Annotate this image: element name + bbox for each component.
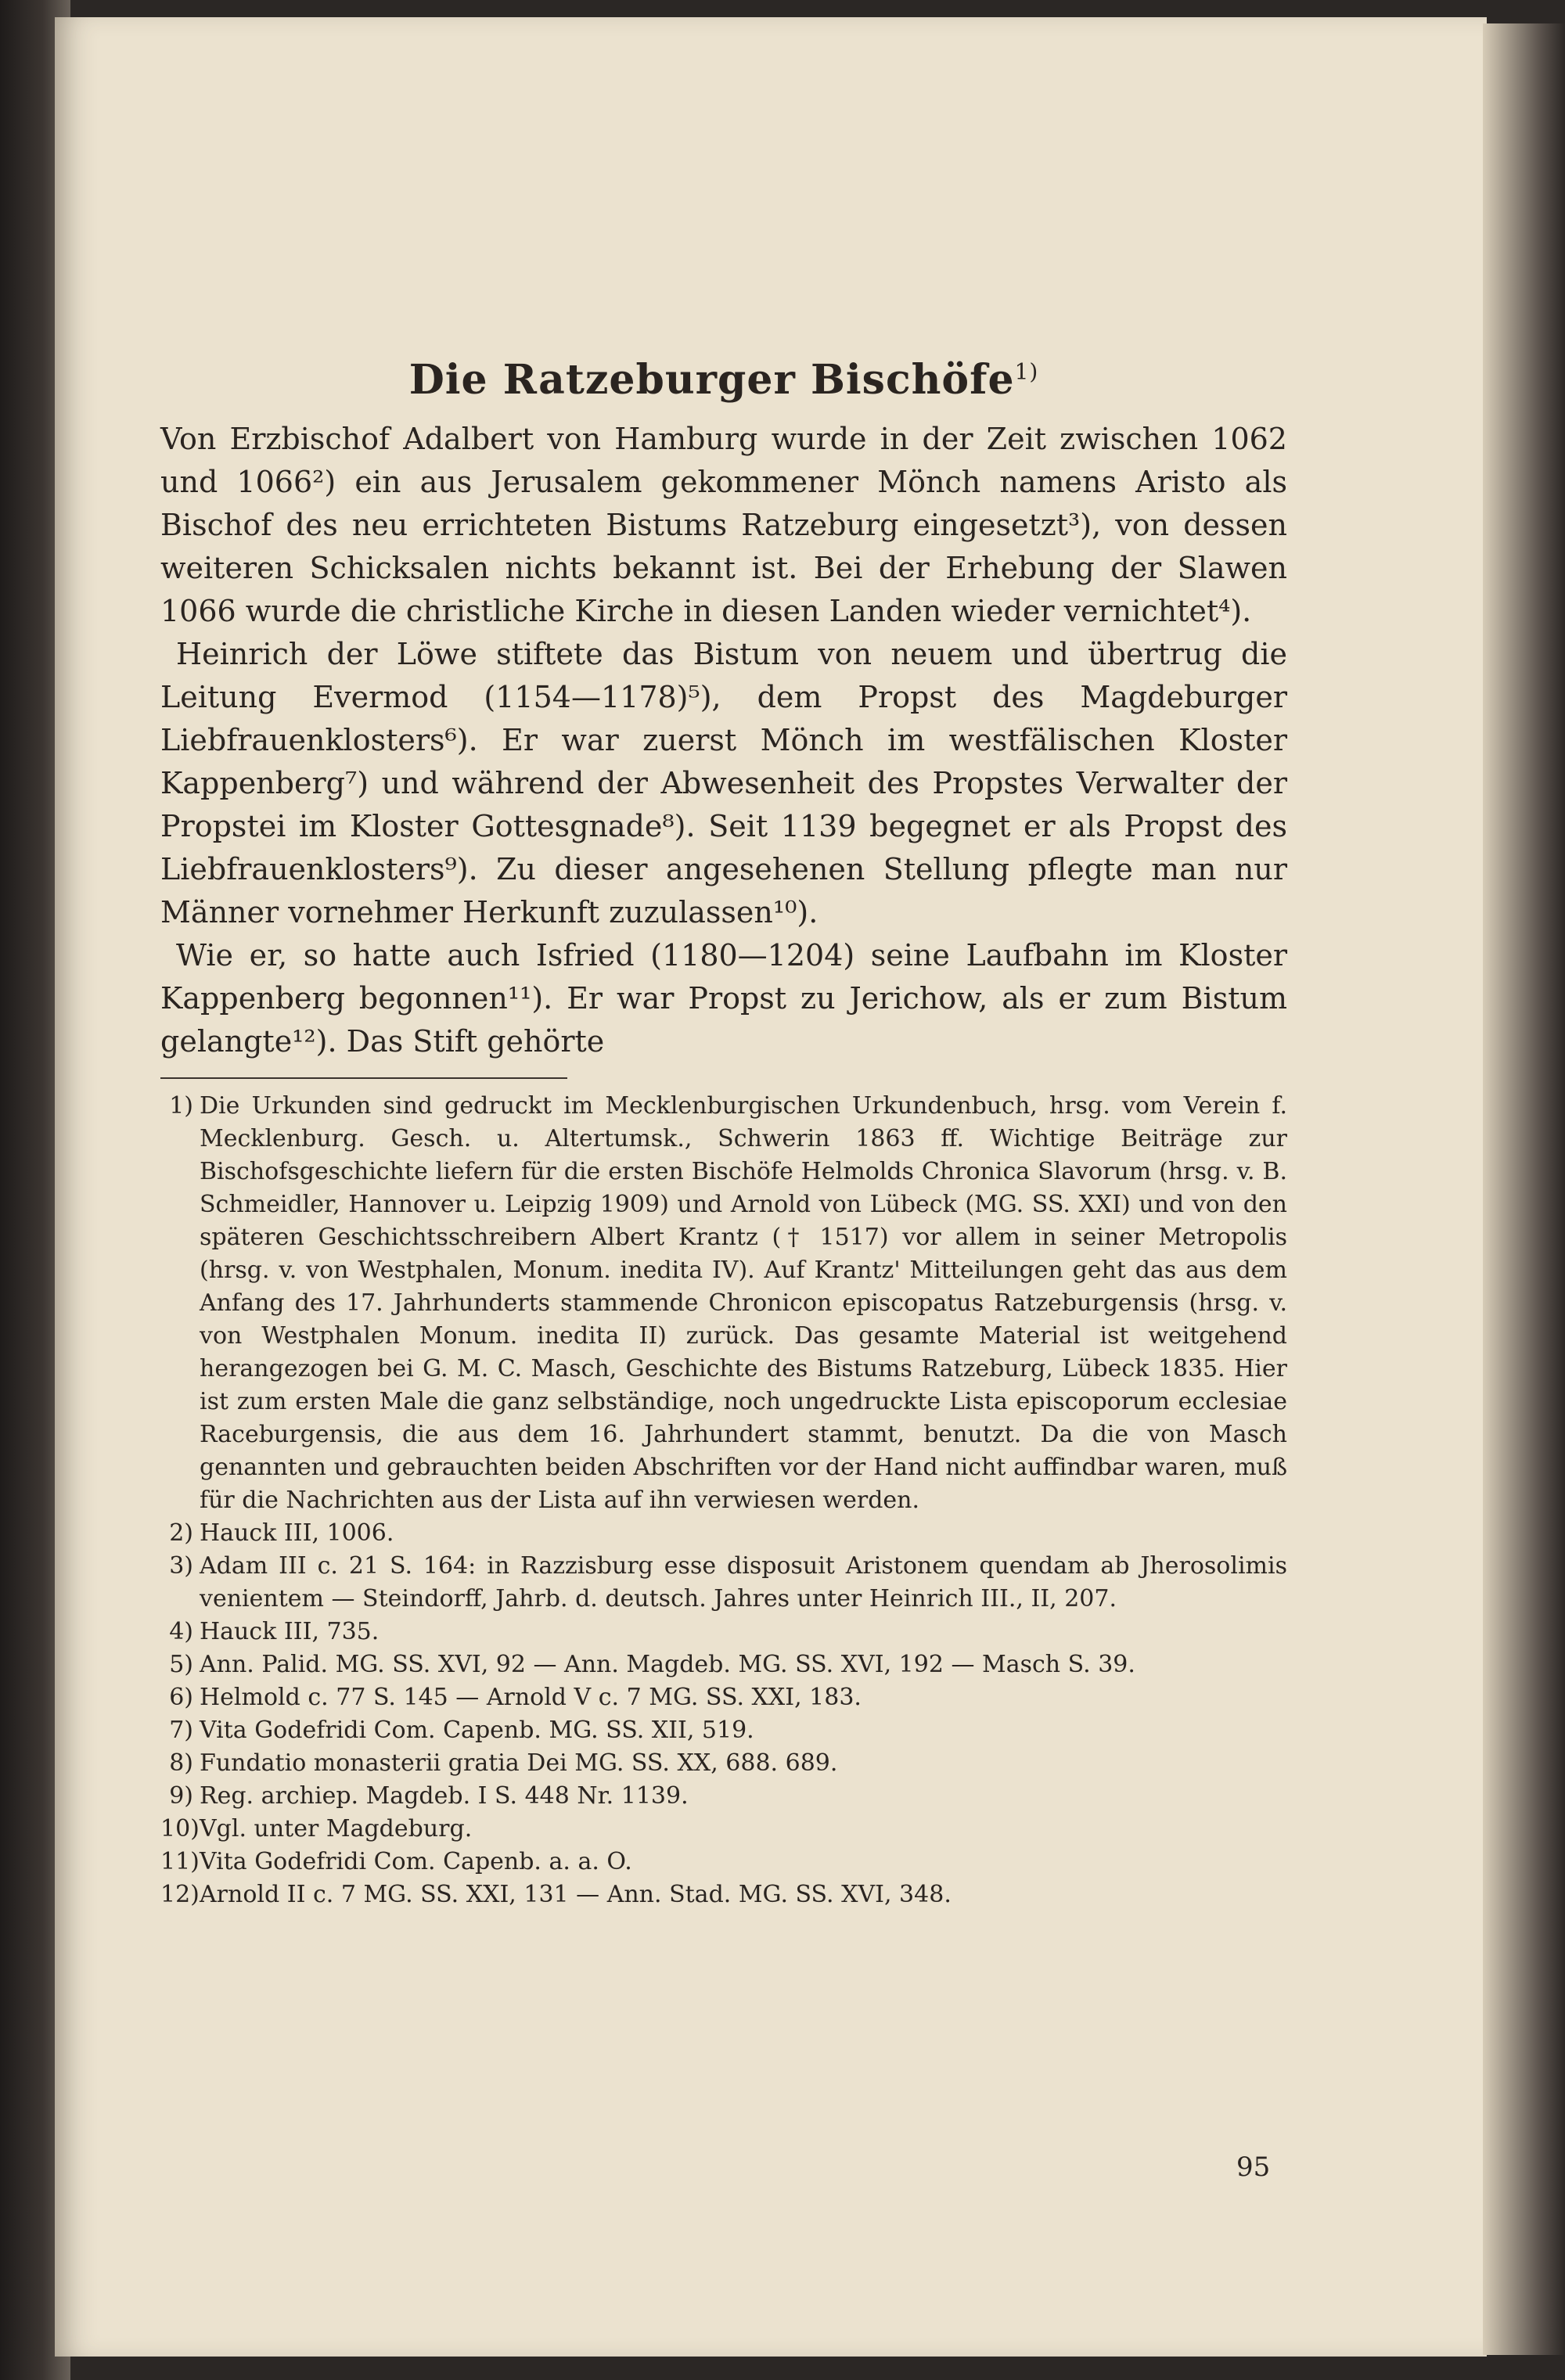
page-edge bbox=[1483, 23, 1565, 2355]
footnote: 1) Die Urkunden sind gedruckt im Mecklenburgischen Urkundenbuch, hrsg. vom Verein f. Mecklenburg. Gesch. u. Altertumsk., Schwerin 1863 ff. Wichtige Beiträge zur Bischofsgeschichte liefern für die ersten Bischöfe Helmolds Chronica Slavorum (hrsg. v. B. Schmeidler, Hannover u. Leipzig 1909) und Arnold von Lübeck (MG. SS. XXI) und von den späteren Geschichtsschreibern Albert Krantz († 1517) vor allem in seiner Metropolis (hrsg. v. von Westphalen, Monum. inedita IV). Auf Krantz' Mitteilungen geht das aus dem Anfang des 17. Jahrhunderts stammende Chronicon episcopatus Ratzeburgensis (hrsg. v. von Westphalen Monum. inedita II) zurück. Das gesamte Material ist weitgehend herangezogen bei G. M. C. Masch, Geschichte des Bistums Ratzeburg, Lübeck 1835. Hier ist zum ersten Male die ganz selbständige, noch ungedruckte Lista episcoporum ecclesiae Raceburgensis, die aus dem 16. Jahrhundert stammt, benutzt. Da die von Masch genannten und gebrauchten beiden Abschriften vor der Hand nicht auffindbar waren, muß für die Nachrichten aus der Lista auf ihn verwiesen werden. bbox=[169, 1092, 1287, 1514]
title-footnote-ref: 1) bbox=[1014, 358, 1039, 385]
footnote: 9) Reg. archiep. Magdeb. I S. 448 Nr. 1139. bbox=[169, 1782, 689, 1810]
paragraph: Heinrich der Löwe stiftete das Bistum von neuem und übertrug die Leitung Evermod (1154—1178)⁵), dem Propst des Magdeburger Liebfrauenklosters⁶). Er war zuerst Mönch im westfälischen Kloster Kappenberg⁷) und während der Abwesenheit des Propstes Verwalter der Propstei im Kloster Gottesgnade⁸). Seit 1139 begegnet er als Propst des Liebfrauenklosters⁹). Zu dieser angesehenen Stellung pflegte man nur Männer vornehmer Herkunft zuzulassen¹⁰). bbox=[160, 637, 1287, 929]
footnote: 5) Ann. Palid. MG. SS. XVI, 92 — Ann. Magdeb. MG. SS. XVI, 192 — Masch S. 39. bbox=[169, 1651, 1135, 1678]
footnote: 8) Fundatio monasterii gratia Dei MG. SS. XX, 688. 689. bbox=[169, 1749, 838, 1777]
paragraph: Wie er, so hatte auch Isfried (1180—1204) seine Laufbahn im Kloster Kappenberg begonnen¹¹). Er war Propst zu Jerichow, als er zum Bistum gelangte¹²). Das Stift gehörte bbox=[160, 938, 1287, 1059]
footnote-divider bbox=[160, 1077, 567, 1079]
footnote: 2) Hauck III, 1006. bbox=[169, 1519, 394, 1547]
page-number: 95 bbox=[1236, 2152, 1271, 2183]
body-text bbox=[160, 418, 1287, 1063]
chapter-title: Die Ratzeburger Bischöfe$^{1)}$ bbox=[408, 356, 1039, 404]
footnote: 12) Arnold II c. 7 MG. SS. XXI, 131 — Ann. Stad. MG. SS. XVI, 348. bbox=[160, 1881, 952, 1908]
paragraph: Von Erzbischof Adalbert von Hamburg wurde in der Zeit zwischen 1062 und 1066²) ein aus Jerusalem gekommener Mönch namens Aristo als Bischof des neu errichteten Bistums Ratzeburg eingesetzt³), von dessen weiteren Schicksalen nichts bekannt ist. Bei der Erhebung der Slawen 1066 wurde die christliche Kirche in diesen Landen wieder vernichtet⁴). bbox=[160, 422, 1287, 628]
footnote: 4) Hauck III, 735. bbox=[169, 1618, 380, 1645]
main-text-block bbox=[160, 356, 1287, 1911]
footnote: 6) Helmold c. 77 S. 145 — Arnold V c. 7 MG. SS. XXI, 183. bbox=[169, 1684, 862, 1711]
footnote: 3) Adam III c. 21 S. 164: in Razzisburg esse disposuit Aristonem quendam ab Jherosolimis venientem — Steindorff, Jahrb. d. deutsch. Jahres unter Heinrich III., II, 207. bbox=[169, 1552, 1287, 1612]
footnotes bbox=[160, 1090, 1287, 1911]
footnote: 11) Vita Godefridi Com. Capenb. a. a. O. bbox=[160, 1848, 632, 1875]
footnote: 7) Vita Godefridi Com. Capenb. MG. SS. XII, 519. bbox=[169, 1717, 754, 1744]
footnote: 10) Vgl. unter Magdeburg. bbox=[160, 1815, 473, 1843]
